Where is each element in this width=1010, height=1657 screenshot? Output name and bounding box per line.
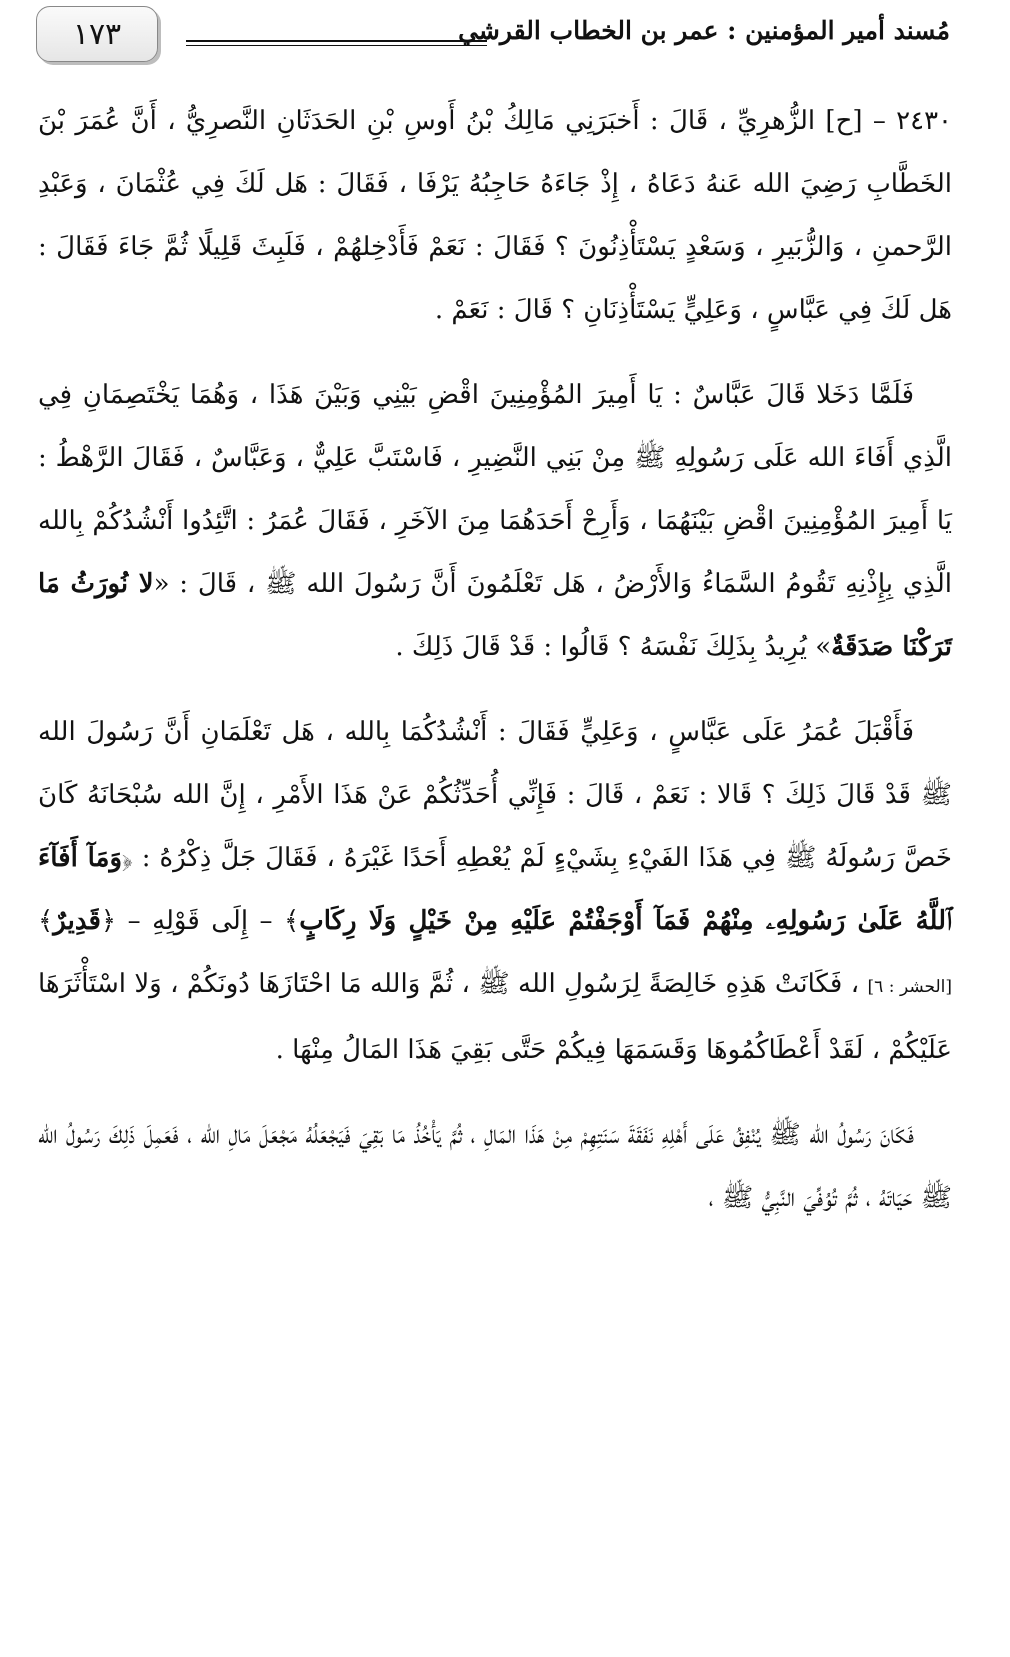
paragraph-abbas-ali-dispute xyxy=(38,364,952,679)
running-title: مُسند أمير المؤمنين : عمر بن الخطاب القرشي xyxy=(458,16,950,45)
paragraph-hadith-2430: ٢٤٣٠ – [ح] الزُّهرِيِّ ، قَالَ : أَخبَرَنِي مَالِكُ بْنُ أَوسِ بْنِ الحَدَثَانِ النَّصرِيُّ ، أَنَّ عُمَرَ بْنَ الخَطَّابِ رَضِيَ الله عَنهُ دَعَاهُ ، إِذْ جَاءَهُ حَاجِبُهُ يَرْفَا ، فَقَالَ : هَل لَكَ فِي عُثْمَانَ ، وَعَبْدِ الرَّحمنِ ، وَالزُّبَيرِ ، وَسَعْدٍ يَسْتَأْذِنُونَ ؟ فَقَالَ : نَعَمْ فَأَدْخِلهُمْ ، فَلَبِثَ قَلِيلًا ثُمَّ جَاءَ فَقَالَ : هَل لَكَ فِي عَبَّاسٍ ، وَعَلِيٍّ يَسْتَأْذِنَانِ ؟ قَالَ : نَعَمْ . xyxy=(38,106,952,325)
prophetic-quote: لا نُورَثُ مَا تَرَكْنَا صَدَقَةٌ xyxy=(38,569,952,662)
body-text xyxy=(38,90,952,1252)
paragraph-text: فَأَقْبَلَ عُمَرُ عَلَى عَبَّاسٍ ، وَعَلِيٍّ فَقَالَ : أَنْشُدُكُمَا بِالله ، هَل تَعْلَمَانِ أَنَّ رَسُولَ الله ﷺ قَدْ قَالَ ذَلِكَ ؟ قَالا : نَعَمْ ، قَالَ : فَإِنِّي أُحَدِّثُكُمْ عَنْ هَذَا الأَمْرِ ، إِنَّ الله سُبْحَانَهُ كَانَ خَصَّ رَسُولَهُ ﷺ فِي هَذَا الفَيْءِ بِشَيْءٍ لَمْ يُعْطِهِ أَحَدًا غَيْرَهُ ، فَقَالَ جَلَّ ذِكْرُهُ : ﴿ xyxy=(38,717,952,873)
page-number: ١٧٣ xyxy=(72,16,122,52)
paragraph-text: فَلَمَّا دَخَلا قَالَ عَبَّاسٌ : يَا أَمِيرَ المُؤْمِنِينَ اقْضِ بَيْنِي وَبَيْنَ هَذَا ، وَهُمَا يَخْتَصِمَانِ فِي الَّذِي أَفَاءَ الله عَلَى رَسُولِهِ ﷺ مِنْ بَنِي النَّضِيرِ ، فَاسْتَبَّ عَلِيٌّ ، وَعَبَّاسٌ ، فَقَالَ الرَّهْطُ : يَا أَمِيرَ المُؤْمِنِينَ اقْضِ بَيْنَهُمَا ، وَأَرِحْ أَحَدَهُمَا مِنَ الآخَرِ ، فَقَالَ عُمَرُ : اتَّئِدُوا أَنْشُدُكُمْ بِالله الَّذِي بِإِذْنِهِ تَقُومُ السَّمَاءُ وَالأَرْضُ ، هَل تَعْلَمُونَ أَنَّ رَسُولَ الله ﷺ ، قَالَ : « xyxy=(38,380,952,599)
page-number-box xyxy=(36,6,158,62)
paragraph-text: ﴾ – إِلَى قَوْلِهِ – ﴿ xyxy=(100,906,300,936)
surah-reference: [الحشر : ٦] xyxy=(867,977,952,997)
quran-verse-end: قَدِيرٌ xyxy=(53,906,101,936)
paragraph-text: ﴾ xyxy=(38,906,54,936)
quran-verse: وَمَآ أَفَآءَ ٱللَّهُ عَلَىٰ رَسُولِهِۦ مِنْهُمْ فَمَآ أَوْجَفْتُمْ عَلَيْهِ مِنْ خَيْلٍ وَلَا رِكَابٍ xyxy=(38,843,952,936)
page-header xyxy=(36,6,950,62)
paragraph-text: » يُرِيدُ بِذَلِكَ نَفْسَهُ ؟ قَالُوا : قَدْ قَالَ ذَلِكَ . xyxy=(395,632,832,662)
paragraph-text: ، فَكَانَتْ هَذِهِ خَالِصَةً لِرَسُولِ الله ﷺ ، ثُمَّ وَالله مَا احْتَازَهَا دُونَكُمْ ، وَلا اسْتَأْثَرَهَا عَلَيْكُمْ ، لَقَدْ أَعْطَاكُمُوهَا وَقَسَمَهَا فِيكُمْ حَتَّى بَقِيَ هَذَا المَالُ مِنْهَا . xyxy=(38,969,952,1065)
paragraph-prophet-spending: فَكَانَ رَسُولُ الله ﷺ يُنْفِقُ عَلَى أَهْلِهِ نَفَقَةَ سَنَتِهِمْ مِنْ هَذَا المَالِ ، ثُمَّ يَأْخُذُ مَا بَقِيَ فَيَجْعَلُهُ مَجْعَلَ مَالِ الله ، فَعَمِلَ ذَلِكَ رَسُولُ الله ﷺ حَيَاتَهُ ، ثُمَّ تُوُفِّيَ النَّبِيُّ ﷺ ، xyxy=(38,1120,952,1213)
paragraph-umar-address xyxy=(38,701,952,1082)
header-rule xyxy=(186,40,487,46)
